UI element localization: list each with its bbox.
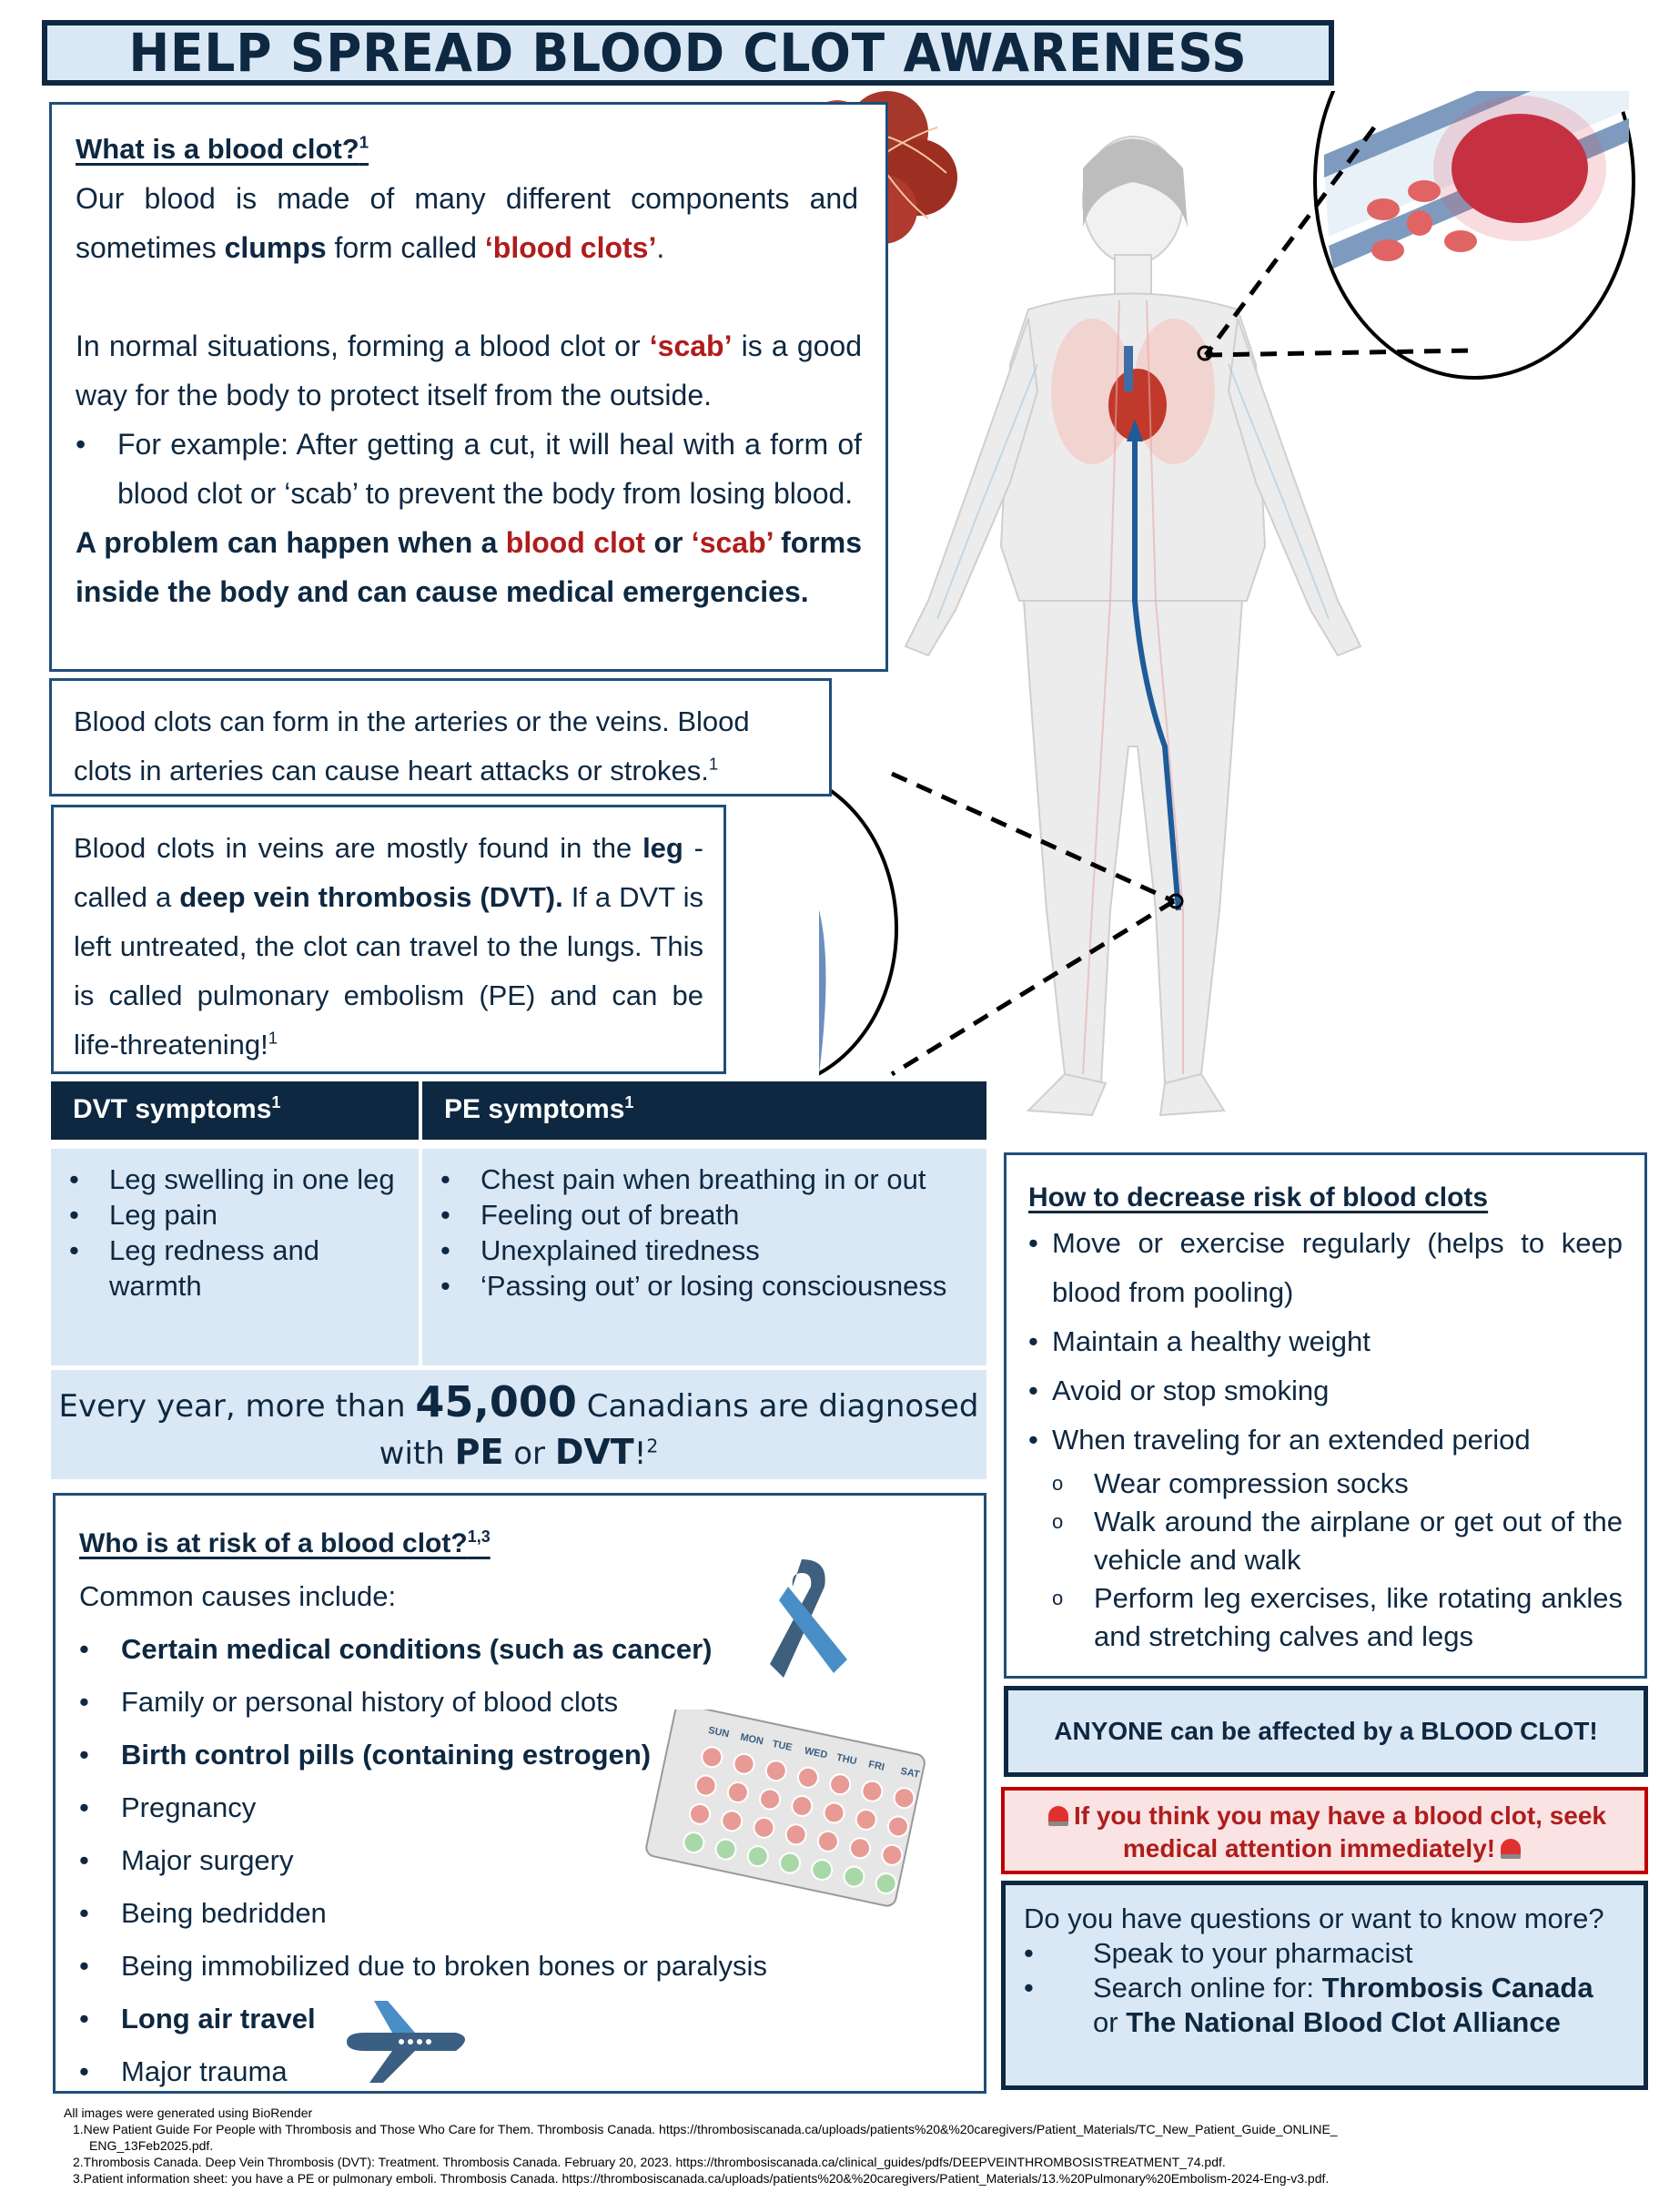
item-text: Unexplained tiredness bbox=[481, 1234, 760, 1266]
risk-item-text: Long air travel bbox=[121, 2003, 316, 2034]
seek-medical-attention-alert: If you think you may have a blood clot, seek medical attention immediately! bbox=[1001, 1787, 1648, 1874]
decrease-sub-item bbox=[1052, 1465, 1623, 1503]
pill-day-label: FRI bbox=[867, 1759, 886, 1773]
risk-item-text: Major trauma bbox=[121, 2055, 288, 2087]
dvt-symptom-item bbox=[69, 1162, 400, 1197]
risk-heading: Who is at risk of a blood clot?$^{1,3}$ bbox=[79, 1527, 491, 1558]
pe-symptom-item bbox=[440, 1197, 968, 1233]
risk-item-text: Major surgery bbox=[121, 1844, 294, 1876]
reference-1: 1.New Patient Guide For People with Thrombosis and Those Who Care for Them. Thrombosis Canada. https://thrombosiscanada.ca/uploads/patients%20&%20caregivers/Patient_Materials/TC_New_Patient_Guide_ONLINE_ bbox=[73, 2122, 1338, 2136]
item-text: Leg swelling in one leg bbox=[109, 1163, 395, 1195]
bullet-mark: • bbox=[1028, 1375, 1038, 1406]
bullet-mark: • bbox=[79, 1686, 89, 1718]
artery-clot-zoom bbox=[1315, 91, 1634, 378]
bullet-mark: • bbox=[1028, 1227, 1038, 1259]
more-info-panel bbox=[1001, 1881, 1648, 2090]
bullet-mark: • bbox=[69, 1234, 79, 1266]
bullet-mark: • bbox=[79, 1633, 89, 1665]
problem-statement: A problem can happen when a blood clot or ‘scab’ forms inside the body and can cause medical emergencies. bbox=[76, 526, 863, 608]
page-title: HELP SPREAD BLOOD CLOT AWARENESS bbox=[128, 22, 1248, 84]
statistics-banner: Every year, more than 45,000 Canadians are diagnosed with PE or DVT!$^2$ bbox=[51, 1370, 986, 1479]
pill-day-label: WED bbox=[803, 1745, 829, 1761]
airplane-icon bbox=[338, 2001, 474, 2083]
bullet-mark: • bbox=[1028, 1424, 1038, 1456]
pe-symptoms-header: PE symptoms$^1$ bbox=[422, 1081, 986, 1140]
decrease-item bbox=[1028, 1415, 1623, 1465]
human-body-figure bbox=[905, 137, 1361, 1115]
risk-item bbox=[79, 2045, 960, 2098]
body-illustration bbox=[819, 91, 1659, 1156]
dvt-dashed-line bbox=[892, 774, 1174, 1074]
decrease-item bbox=[1028, 1317, 1623, 1366]
bullet-mark: • bbox=[440, 1234, 450, 1266]
what-is-blood-clot-panel bbox=[49, 102, 888, 672]
bullet-mark: • bbox=[79, 2003, 89, 2034]
bullet-mark: • bbox=[1028, 1325, 1038, 1357]
decrease-item-text: When traveling for an extended period bbox=[1052, 1424, 1531, 1456]
pharmacist-item: • Speak to your pharmacist bbox=[1024, 1937, 1413, 1969]
item-text: Leg pain bbox=[109, 1199, 217, 1231]
bullet-mark: • bbox=[440, 1163, 450, 1195]
title-banner bbox=[42, 20, 1334, 86]
stat-number: 45,000 bbox=[415, 1377, 577, 1426]
police-siren-icon bbox=[1048, 1806, 1068, 1826]
risk-factors-panel bbox=[53, 1493, 986, 2094]
bullet-mark: • bbox=[440, 1270, 450, 1302]
decrease-sub-item bbox=[1052, 1579, 1623, 1656]
risk-item-text: Being bedridden bbox=[121, 1897, 327, 1929]
bullet-mark: • bbox=[79, 2055, 89, 2087]
pill-day-label: TUE bbox=[771, 1738, 794, 1754]
risk-item-text: Certain medical conditions (such as cancer) bbox=[121, 1633, 713, 1665]
decrease-item-text: Maintain a healthy weight bbox=[1052, 1325, 1371, 1357]
decrease-risk-panel bbox=[1004, 1152, 1647, 1679]
reference-3: 3.Patient information sheet: you have a PE or pulmonary emboli. Thrombosis Canada. https://thrombosiscanada.ca/uploads/patients%20&%20caregivers/Patient_Materials/13.%20Pulmonary%20Embolism-2024-Eng-v3.pdf. bbox=[73, 2171, 1330, 2186]
bullet-mark: • bbox=[79, 1897, 89, 1929]
what-is-heading: What is a blood clot?$^1$ bbox=[76, 132, 369, 165]
sub-bullet-mark: o bbox=[1052, 1510, 1064, 1533]
pe-symptoms-cell bbox=[422, 1149, 986, 1365]
risk-item bbox=[79, 1993, 960, 2045]
decrease-item-text: Avoid or stop smoking bbox=[1052, 1375, 1330, 1406]
reference-2: 2.Thrombosis Canada. Deep Vein Thrombosis (DVT): Treatment. Thrombosis Canada. February 20, 2023. https://thrombosiscanada.ca/clinical_guides/pdfs/DEEPVEINTHROMBOSISTREATMENT_74.pdf. bbox=[73, 2155, 1226, 2169]
item-text: Leg redness and warmth bbox=[109, 1234, 319, 1302]
dvt-symptom-item bbox=[69, 1197, 400, 1233]
bullet-mark: • bbox=[79, 1739, 89, 1771]
decrease-item-text: Move or exercise regularly (helps to keep blood from pooling) bbox=[1052, 1227, 1623, 1308]
dvt-symptoms-header: DVT symptoms$^1$ bbox=[51, 1081, 419, 1140]
pill-day-label: SAT bbox=[899, 1765, 921, 1781]
pill-day-label: SUN bbox=[707, 1724, 731, 1740]
sub-bullet-mark: o bbox=[1052, 1472, 1064, 1495]
risk-intro: Common causes include: bbox=[79, 1580, 397, 1612]
decrease-item bbox=[1028, 1366, 1623, 1415]
birth-control-pill-pack-icon bbox=[638, 1710, 929, 1919]
item-text: ‘Passing out’ or losing consciousness bbox=[481, 1270, 947, 1302]
bullet-mark: • bbox=[79, 1791, 89, 1823]
decrease-item bbox=[1028, 1219, 1623, 1317]
pill-day-label: MON bbox=[739, 1731, 764, 1748]
symptoms-table bbox=[51, 1081, 986, 1365]
references-footer bbox=[64, 2105, 1593, 2187]
dvt-zoom bbox=[819, 769, 896, 1088]
pill-day-label: THU bbox=[835, 1751, 858, 1768]
pe-symptom-item bbox=[440, 1233, 968, 1268]
sub-bullet-mark: o bbox=[1052, 1587, 1064, 1609]
dvt-symptoms-cell bbox=[51, 1149, 419, 1365]
search-online-item: • Search online for: Thrombosis Canada or The National Blood Clot Alliance bbox=[1024, 1972, 1593, 2038]
reference-1-cont: ENG_13Feb2025.pdf. bbox=[89, 2138, 214, 2153]
more-question: Do you have questions or want to know more? bbox=[1024, 1903, 1604, 1934]
decrease-sub-item bbox=[1052, 1503, 1623, 1579]
risk-item bbox=[79, 1940, 960, 1993]
item-text: Chest pain when breathing in or out bbox=[481, 1163, 926, 1195]
item-text: Feeling out of breath bbox=[481, 1199, 740, 1231]
decrease-sub-item-text: Wear compression socks bbox=[1094, 1467, 1409, 1499]
arteries-veins-panel: Blood clots can form in the arteries or the veins. Blood clots in arteries can cause heart attacks or strokes.$^1$ bbox=[49, 678, 832, 797]
bullet-mark: • bbox=[440, 1199, 450, 1231]
risk-item-text: Family or personal history of blood clots bbox=[121, 1686, 619, 1718]
normal-paragraph: In normal situations, forming a blood clot or ‘scab’ is a good way for the body to protect itself from the outside. bbox=[76, 330, 863, 411]
intro-paragraph: Our blood is made of many different components and sometimes clumps form called ‘blood clots’. bbox=[76, 182, 858, 264]
decrease-sub-item-text: Perform leg exercises, like rotating ankles and stretching calves and legs bbox=[1094, 1582, 1623, 1652]
dvt-symptom-item bbox=[69, 1233, 400, 1304]
bullet-mark: • bbox=[69, 1199, 79, 1231]
image-credit: All images were generated using BioRender bbox=[64, 2105, 313, 2120]
anyone-banner: ANYONE can be affected by a BLOOD CLOT! bbox=[1004, 1686, 1648, 1777]
police-siren-icon bbox=[1501, 1839, 1521, 1859]
bullet-mark: • bbox=[79, 1950, 89, 1982]
bullet-mark: • bbox=[69, 1163, 79, 1195]
decrease-heading: How to decrease risk of blood clots bbox=[1028, 1182, 1489, 1213]
risk-item-text: Being immobilized due to broken bones or paralysis bbox=[121, 1950, 767, 1982]
example-bullet: • For example: After getting a cut, it will heal with a form of blood clot or ‘scab’ to prevent the body from losing blood. bbox=[76, 428, 862, 510]
decrease-sub-item-text: Walk around the airplane or get out of the vehicle and walk bbox=[1094, 1506, 1623, 1576]
cancer-ribbon-icon bbox=[747, 1550, 856, 1687]
dvt-pe-panel: Blood clots in veins are mostly found in the leg - called a deep vein thrombosis (DVT). If a DVT is left untreated, the clot can travel to the lungs. This is called pulmonary embolism (PE) and can be life-threatening!$^1$ bbox=[51, 805, 726, 1074]
risk-item-text: Birth control pills (containing estrogen) bbox=[121, 1739, 652, 1771]
pe-symptom-item bbox=[440, 1162, 968, 1197]
pe-symptom-item bbox=[440, 1268, 968, 1304]
bullet-mark: • bbox=[79, 1844, 89, 1876]
risk-item-text: Pregnancy bbox=[121, 1791, 257, 1823]
